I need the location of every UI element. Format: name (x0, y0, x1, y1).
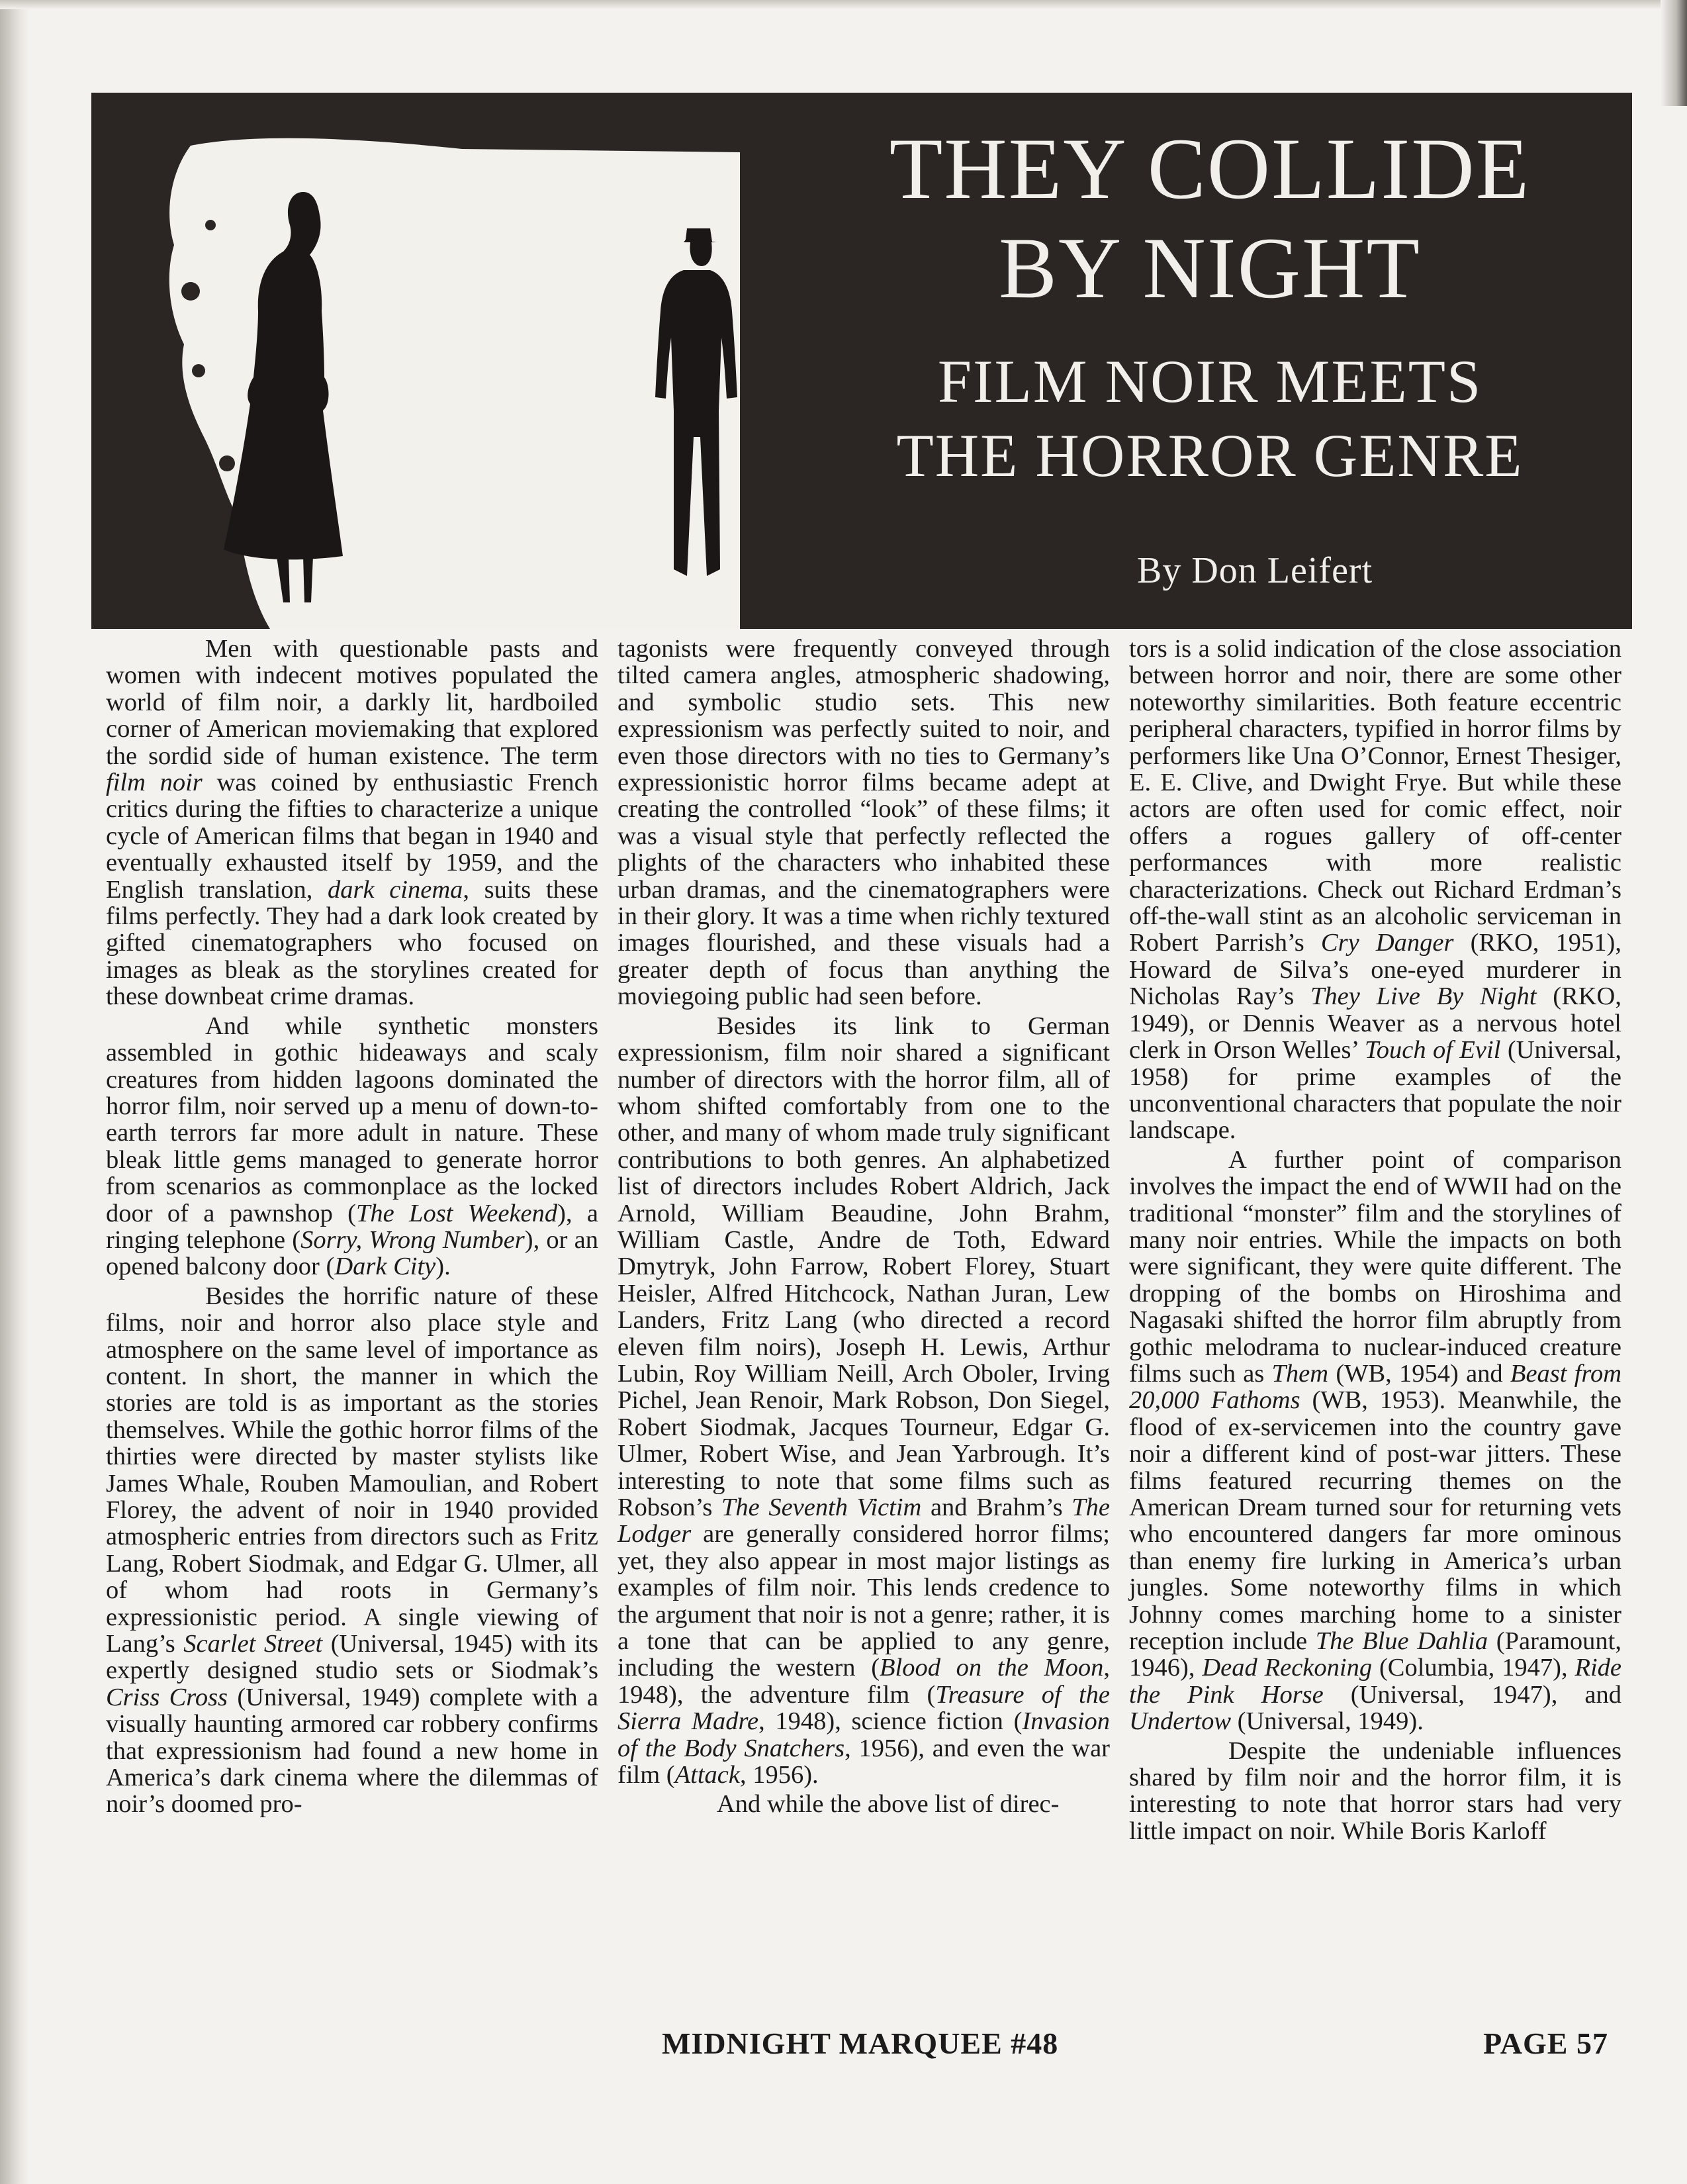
text-run: Besides the horrific nature of these films, noir and horror also place style and atmosphere on the same level of importance as content. In short, the manner in which the stories are told is as important as the stories themselves. While the gothic horror films of the thirties were directed by master stylists like James Whale, Rouben Mamoulian, and Robert Florey, the advent of noir in 1940 provided atmospheric entries from directors such as Fritz Lang, Robert Siodmak, and Edgar G. Ulmer, all of whom had roots in Germany’s expressionistic period. A single viewing of Lang’s (106, 1282, 598, 1658)
column-1 (106, 636, 598, 1999)
text-run: tors is a solid indication of the close association between horror and noir, there are some other noteworthy similarities. Both feature eccentric peripheral characters, typified in horror films by performers like Una O’Connor, Ernest Thesiger, E. E. Clive, and Dwight Frye. But while these actors are often used for comic effect, noir offers a rogues gallery of off-center performances with more realistic characterizations. Check out Richard Erdman’s off-the-wall stint as an alcoholic serviceman in Robert Parrish’s (1129, 635, 1621, 957)
italic-title: Beast from 20,000 Fathoms (1129, 1359, 1622, 1415)
byline: By Don Leifert (1137, 550, 1373, 591)
subtitle-line-2: THE HORROR GENRE (896, 422, 1524, 489)
paragraph (1129, 1738, 1621, 1845)
text-run: , 1948), science fiction ( (758, 1707, 1023, 1736)
italic-title: They Live By Night (1310, 982, 1537, 1011)
text-run: , suits these films perfectly. They had a dark look created by gifted cinematographers who focused on images as bleak as the storylines created for these downbeat crime dramas. (106, 875, 598, 1011)
text-run: Besides its link to German expressionism, film noir shared a significant number of directors with the horror film, all of whom shifted comfortably from one to the other, and many of whom made truly significant contributions to both genres. An alphabetized list of directors includes Robert Aldrich, Jack Arnold, William Beaudine, John Brahm, William Castle, Andre de Toth, Edward Dmytryk, John Farrow, Robert Florey, Stuart Heisler, Alfred Hitchcock, Nathan Juran, Lew Landers, Fritz Lang (who directed a record eleven film noirs), Joseph H. Lewis, Arthur Lubin, Roy William Neill, Arch Oboler, Irving Pichel, Jean Renoir, Mark Robson, Don Siegel, Robert Siodmak, Jacques Tourneur, Edgar G. Ulmer, Robert Wise, and Jean Yarbrough. It’s interesting to note that some films such as Robson’s (617, 1012, 1110, 1521)
italic-title: The Lost Weekend (355, 1199, 558, 1227)
text-run: , 1956), and even the war film ( (617, 1734, 1110, 1789)
italic-title: Sorry, Wrong Number (300, 1225, 525, 1254)
italic-title: film noir (106, 769, 203, 797)
text-run: ), or an opened balcony door ( (106, 1225, 598, 1281)
paragraph (106, 1013, 598, 1280)
text-run: Despite the undeniable influences shared by film noir and the horror film, it is interesting to note that horror stars had very little impact on noir. While Boris Karloff (1129, 1736, 1621, 1845)
page-corner-shadow (1661, 0, 1687, 106)
page-number: PAGE 57 (1483, 2026, 1608, 2060)
text-run: and Brahm’s (921, 1494, 1072, 1521)
italic-title: Invasion of the Body Snatchers (617, 1707, 1111, 1762)
paragraph (1129, 1147, 1621, 1735)
italic-title: Dead Reckoning (1202, 1654, 1373, 1682)
text-run: was coined by enthusiastic French critics during the fifties to characterize a unique cycle of American films that began in 1940 and eventually exhausted itself by 1959, and the English translation, (106, 769, 598, 904)
column-3 (1129, 636, 1621, 1999)
text-run: ), a ringing telephone ( (106, 1199, 598, 1254)
italic-title: Undertow (1129, 1707, 1231, 1736)
italic-title: The Lodger (617, 1494, 1110, 1548)
header-banner (91, 93, 1632, 629)
paragraph (617, 1791, 1110, 1817)
paragraph (1129, 636, 1621, 1144)
italic-title: Treasure of the Sierra Madre (617, 1680, 1110, 1736)
text-run: (WB, 1953). Meanwhile, the flood of ex-servicemen into the country gave noir a different kind of post-war jitters. These films featured recurring themes on the American Dream turned sour for returning vets who encountered dangers far more ominous than enemy fire lurking in America’s urban jungles. Some noteworthy films in which Johnny comes marching home to a sinister reception include (1129, 1386, 1621, 1656)
paragraph (617, 636, 1110, 1010)
text-run: (Universal, 1947), and (1323, 1680, 1621, 1709)
subtitle-line-1: FILM NOIR MEETS (937, 348, 1482, 415)
title-line-2: BY NIGHT (998, 219, 1422, 316)
text-run: (Universal, 1949) complete with a visually haunting armored car robbery confirms that expressionism had found a new home in America’s dark cinema where the dilemmas of noir’s doomed pro- (106, 1683, 598, 1819)
article-body (106, 636, 1621, 1999)
italic-title: Attack (674, 1761, 740, 1789)
text-run: , 1948), the adventure film ( (617, 1654, 1110, 1709)
text-run: A further point of comparison involves the impact the end of WWII had on the traditional “monster” film and the storylines of many noir entries. While the impacts on both were significant, they were quite different. The dropping of the bombs on Hiroshima and Nagasaki shifted the horror film abruptly from gothic melodrama to nuclear-induced creature films such as (1129, 1145, 1621, 1388)
text-run: (RKO, 1951), Howard de Silva’s one-eyed murderer in Nicholas Ray’s (1129, 929, 1622, 1011)
article-title (786, 119, 1632, 493)
noir-silhouettes-icon (91, 93, 819, 629)
italic-title: Dark City (334, 1253, 436, 1281)
text-run: Men with questionable pasts and women with indecent motives populated the world of film noir, a darkly lit, hardboiled corner of American moviemaking that explored the sordid side of human existence. The term (106, 635, 598, 770)
text-run: (RKO, 1949), or Dennis Weaver as a nervous hotel clerk in Orson Welles’ (1129, 982, 1621, 1065)
italic-title: Them (1271, 1359, 1329, 1388)
page-edge-shadow (0, 0, 29, 2184)
italic-title: dark cinema (328, 875, 463, 904)
text-run: And while synthetic monsters assembled in gothic hideaways and scaly creatures from hidden lagoons dominated the horror film, noir served up a menu of down-to-earth terrors far more adult in nature. These bleak little gems managed to generate horror from scenarios as commonplace as the locked door of a pawnshop ( (106, 1012, 598, 1227)
italic-title: The Blue Dahlia (1315, 1627, 1488, 1656)
magazine-name: MIDNIGHT MARQUEE #48 (662, 2026, 1059, 2060)
column-2 (617, 636, 1110, 1999)
italic-title: Cry Danger (1320, 929, 1454, 957)
paragraph (106, 1283, 598, 1818)
text-run: are generally considered horror films; yet, they also appear in most major listings as examples of film noir. This lends credence to the argument that noir is not a genre; rather, it is a tone that can be applied to any genre, including the western ( (617, 1520, 1110, 1682)
text-run: (Columbia, 1947), (1372, 1654, 1575, 1682)
italic-title: Ride the Pink Horse (1129, 1654, 1622, 1709)
paragraph (617, 1013, 1110, 1789)
paragraph (106, 636, 598, 1010)
italic-title: Scarlet Street (183, 1630, 323, 1658)
text-run: ). (435, 1253, 451, 1281)
text-run: (Universal, 1958) for prime examples of the unconventional characters that populate the noir landscape. (1129, 1036, 1621, 1145)
italic-title: Criss Cross (106, 1683, 228, 1711)
text-run: (Paramount, 1946), (1129, 1627, 1622, 1682)
text-run: (Universal, 1949). (1231, 1707, 1424, 1736)
italic-title: Touch of Evil (1364, 1036, 1501, 1065)
page-top-shadow (0, 0, 1687, 9)
italic-title: The Seventh Victim (721, 1494, 922, 1521)
italic-title: Blood on the Moon (880, 1654, 1104, 1682)
text-run: (Universal, 1945) with its expertly designed studio sets or Siodmak’s (106, 1630, 598, 1685)
text-run: tagonists were frequently conveyed through tilted camera angles, atmospheric shadowing, and symbolic studio sets. This new expressionism was perfectly suited to noir, and even those directors with no ties to Germany’s expressionistic horror films became adept at creating the controlled “look” of these films; it was a visual style that perfectly reflected the plights of the characters who inhabited these urban dramas, and the cinematographers were in their glory. It was a time when richly textured images flourished, and these visuals had a greater depth of focus than anything the moviegoing public had seen before. (617, 635, 1110, 1011)
text-run: (WB, 1954) and (1328, 1359, 1510, 1388)
text-run: , 1956). (739, 1761, 819, 1789)
title-line-1: THEY COLLIDE (889, 120, 1531, 217)
text-run: And while the above list of direc- (717, 1790, 1060, 1819)
